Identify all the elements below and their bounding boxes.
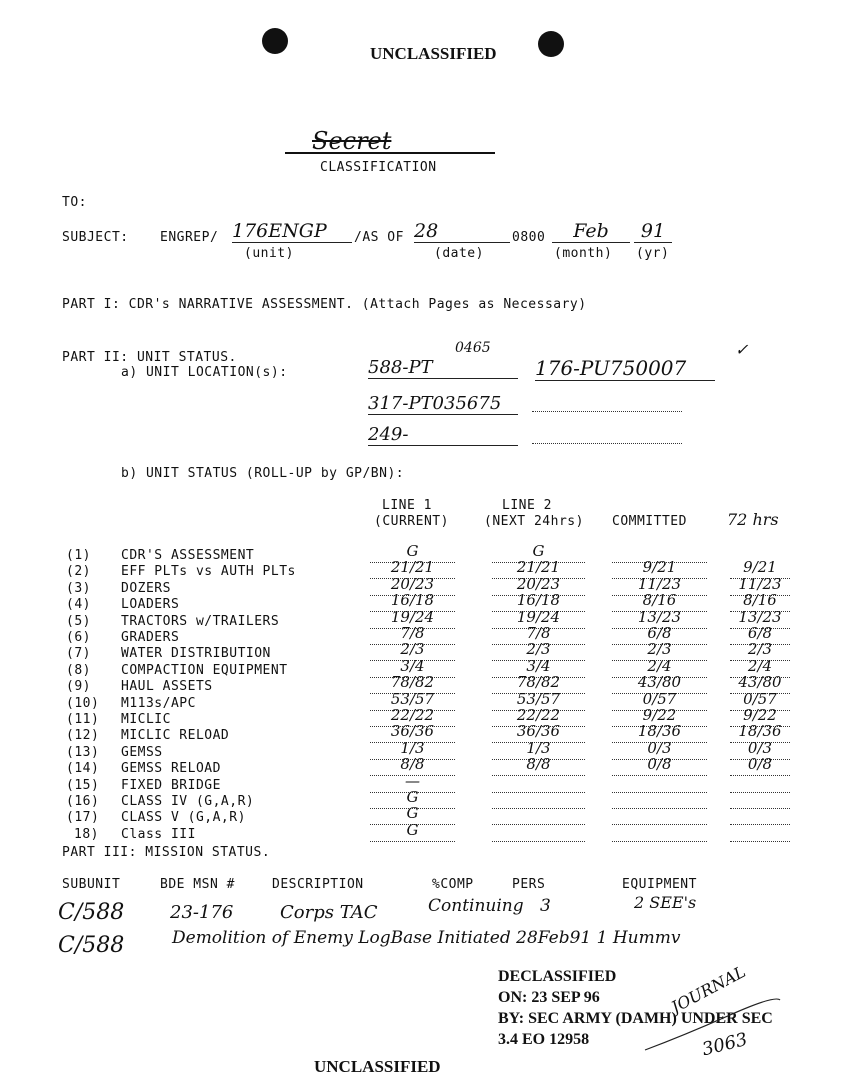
status-cell-c1: G [406,821,419,839]
cell-underline [492,775,585,776]
subject-label: SUBJECT: [62,230,129,245]
status-cell-c1: 16/18 [390,591,435,609]
declass-line3: BY: SEC ARMY (DAMH) UNDER SEC [498,1010,773,1027]
status-cell-c1: G [406,804,419,822]
row-label: GEMSS RELOAD [121,761,221,776]
mission1-msn: 23-176 [170,902,234,923]
row-number: (5) [66,614,91,629]
row-number: (8) [66,663,91,678]
row-number: (6) [66,630,91,645]
status-cell-c3: 11/23 [637,575,682,593]
status-cell-c3: 2/3 [647,640,672,658]
row-number: (4) [66,597,91,612]
row-label: CLASS IV (G,A,R) [121,794,255,809]
row-label: GRADERS [121,630,180,645]
status-cell-c1: 21/21 [390,558,435,576]
row-number: 18) [74,827,99,842]
status-cell-c2: 53/57 [516,690,561,708]
status-cell-c3: 0/57 [642,690,677,708]
status-cell-c2: 3/4 [526,657,551,675]
row-label: LOADERS [121,597,180,612]
status-cell-c3: 43/80 [637,673,682,691]
cell-underline [612,824,707,825]
location-2: 176-PU750007 [535,356,715,381]
status-cell-c2: 36/36 [516,722,561,740]
status-cell-c1: 19/24 [390,608,435,626]
status-cell-c1: 22/22 [390,706,435,724]
status-cell-c2: 7/8 [526,624,551,642]
status-cell-c1: 36/36 [390,722,435,740]
status-cell-c4: 6/8 [747,624,773,642]
row-label: WATER DISTRIBUTION [121,646,271,661]
mission1-pers: 3 [540,896,551,916]
row-label: FIXED BRIDGE [121,778,221,793]
part3-heading: PART III: MISSION STATUS. [62,845,271,860]
year-caption: (yr) [636,246,670,261]
status-cell-c4: 18/36 [738,722,782,740]
mission1-desc: Corps TAC [280,902,378,923]
status-cell-c3: 9/21 [642,558,677,576]
cell-underline [370,841,455,842]
row-number: (12) [66,728,100,743]
status-cell-c4: 0/57 [743,690,777,708]
location-1: 588-PT [368,357,518,379]
row-label: MICLIC RELOAD [121,728,230,743]
status-cell-c1: 1/3 [400,739,425,757]
subject-year: 91 [634,220,672,243]
status-cell-c2: 20/23 [516,575,561,593]
cell-underline [612,841,707,842]
unit-location-label: a) UNIT LOCATION(s): [121,365,288,380]
status-cell-c3: 8/16 [642,591,677,609]
status-cell-c2: 21/21 [516,558,561,576]
status-cell-c1: 53/57 [390,690,435,708]
subject-unit: 176ENGP [232,220,352,243]
declass-line1: DECLASSIFIED [498,968,617,985]
mission1-equip: 2 SEE's [634,893,697,912]
row-number: (11) [66,712,100,727]
classification-rule [285,152,495,154]
classification-label: CLASSIFICATION [320,160,437,175]
status-cell-c3: 18/36 [637,722,682,740]
subject-asof: /AS OF [354,230,404,245]
status-cell-c3: 13/23 [637,608,682,626]
marking-bottom: UNCLASSIFIED [314,1057,441,1076]
status-cell-c1: 7/8 [400,624,425,642]
row-label: CDR'S ASSESSMENT [121,548,255,563]
status-cell-c2: 1/3 [526,739,551,757]
part2-heading: PART II: UNIT STATUS. [62,350,237,365]
row-label: M113s/APC [121,696,196,711]
hdr-equip: EQUIPMENT [622,877,697,892]
status-cell-c4: 0/3 [747,739,773,757]
status-cell-c4: 2/3 [747,640,773,658]
status-cell-c1: — [405,772,420,790]
row-label: GEMSS [121,745,163,760]
cell-underline [492,808,585,809]
row-number: (17) [66,810,100,825]
status-cell-c2: 19/24 [516,608,561,626]
row-number: (1) [66,548,91,563]
row-number: (2) [66,564,91,579]
row-label: HAUL ASSETS [121,679,213,694]
row-number: (16) [66,794,100,809]
status-cell-c4: 8/16 [743,591,777,609]
row-label: Class III [121,827,196,842]
mission1-comp: Continuing [428,896,524,916]
col-line2: LINE 2 [502,498,552,513]
signature-number: 3063 [700,1028,750,1061]
row-number: (3) [66,581,91,596]
cell-underline [492,792,585,793]
hdr-comp: %COMP [432,877,474,892]
declass-line2: ON: 23 SEP 96 [498,989,600,1006]
row-label: COMPACTION EQUIPMENT [121,663,288,678]
subject-date: 28 [414,220,510,243]
row-label: CLASS V (G,A,R) [121,810,246,825]
col-72hrs: 72 hrs [727,510,779,529]
mission2-subunit: C/588 [58,933,125,958]
location-3-blank [532,411,682,412]
signature-journal: JOURNAL [668,961,749,1017]
cell-underline [612,808,707,809]
status-cell-c1: 20/23 [390,575,435,593]
status-cell-c2: 16/18 [516,591,561,609]
location-4-blank [532,443,682,444]
signature-stroke [640,995,790,1075]
cell-underline [612,792,707,793]
classification-value: Secret [312,127,392,155]
status-cell-c4: 9/21 [743,558,777,576]
status-cell-c3: 2/4 [647,657,672,675]
check-mark: ✓ [735,340,749,359]
status-cell-c2: 2/3 [526,640,551,658]
cell-underline [492,824,585,825]
location-insert: 0465 [455,340,491,356]
status-cell-c3: 0/3 [647,739,672,757]
status-cell-c3: 0/8 [647,755,672,773]
status-cell-c1: G [406,788,419,806]
status-cell-c4: 9/22 [743,706,777,724]
cell-underline [730,775,790,776]
row-number: (7) [66,646,91,661]
status-cell-c1: 3/4 [400,657,425,675]
unit-caption: (unit) [244,246,294,261]
row-number: (10) [66,696,100,711]
hdr-msn: BDE MSN # [160,877,235,892]
to-label: TO: [62,195,87,210]
subject-month: Feb [552,220,630,243]
punch-hole-left [262,28,288,54]
row-label: DOZERS [121,581,171,596]
col-committed: COMMITTED [612,514,687,529]
hdr-desc: DESCRIPTION [272,877,364,892]
mission2-text: Demolition of Enemy LogBase Initiated 28Feb91 1 Hummv [172,928,681,948]
row-label: MICLIC [121,712,171,727]
hdr-subunit: SUBUNIT [62,877,121,892]
mission1-subunit: C/588 [58,900,125,925]
status-cell-c1: 8/8 [400,755,425,773]
hdr-pers: PERS [512,877,546,892]
status-cell-c4: 11/23 [738,575,782,593]
row-number: (14) [66,761,100,776]
month-caption: (month) [554,246,613,261]
row-number: (9) [66,679,91,694]
cell-underline [730,808,790,809]
row-label: EFF PLTs vs AUTH PLTs [121,564,296,579]
status-cell-c2: 78/82 [516,673,561,691]
col-line1: LINE 1 [382,498,432,513]
status-cell-c3: 9/22 [642,706,677,724]
date-caption: (date) [434,246,484,261]
subject-prefix: ENGREP/ [160,230,219,245]
declass-line4: 3.4 EO 12958 [498,1031,590,1048]
cell-underline [730,824,790,825]
status-cell-c1: 78/82 [390,673,435,691]
row-label: TRACTORS w/TRAILERS [121,614,280,629]
cell-underline [492,841,585,842]
status-cell-c2: G [532,542,545,560]
punch-hole-right [538,31,564,57]
row-number: (15) [66,778,100,793]
cell-underline [612,775,707,776]
status-cell-c2: 8/8 [526,755,551,773]
status-cell-c2: 22/22 [516,706,561,724]
marking-top: UNCLASSIFIED [370,44,497,63]
status-cell-c4: 43/80 [738,673,782,691]
cell-underline [730,841,790,842]
status-cell-c3: 6/8 [647,624,672,642]
part1-heading: PART I: CDR's NARRATIVE ASSESSMENT. (Attach Pages as Necessary) [62,297,587,312]
status-cell-c4: 2/4 [747,657,773,675]
status-cell-c4: 0/8 [747,755,773,773]
location-3: 317-PT035675 [368,393,518,415]
col-line1-sub: (CURRENT) [374,514,449,529]
subject-time: 0800 [512,230,546,245]
status-cell-c1: 2/3 [400,640,425,658]
status-cell-c4: 13/23 [738,608,782,626]
row-number: (13) [66,745,100,760]
cell-underline [730,792,790,793]
location-4: 249- [368,424,518,446]
status-cell-c1: G [406,542,419,560]
col-line2-sub: (NEXT 24hrs) [484,514,584,529]
rollup-label: b) UNIT STATUS (ROLL-UP by GP/BN): [121,466,405,481]
